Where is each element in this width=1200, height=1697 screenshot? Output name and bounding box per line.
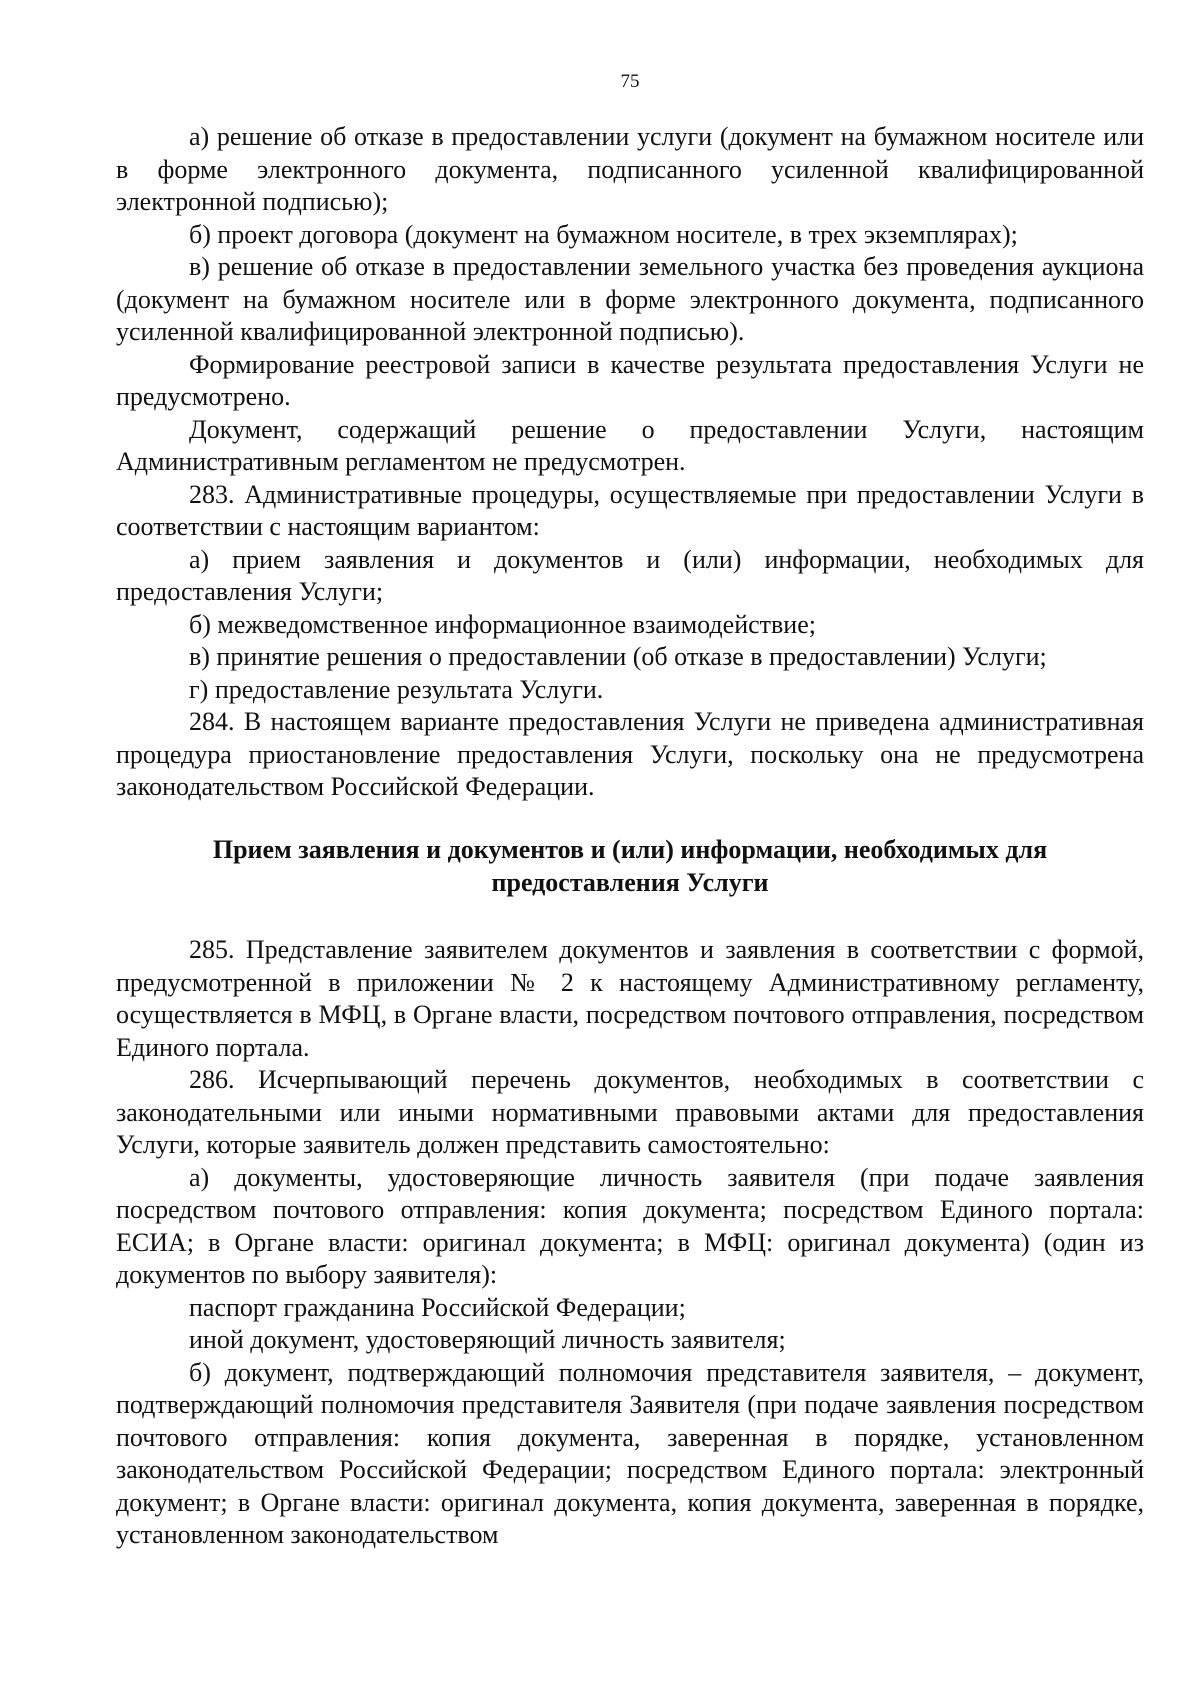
paragraph-283-c: в) принятие решения о предоставлении (об отказе в предоставлении) Услуги; — [189, 642, 1047, 671]
paragraph-283-d: г) предоставление результата Услуги. — [189, 674, 604, 704]
paragraph-other-id: иной документ, удостоверяющий личность заявителя; — [189, 1325, 786, 1354]
section-heading — [116, 834, 1144, 899]
paragraph-286-b: б) документ, подтверждающий полномочия представителя заявителя, – документ, подтверждающий полномочия представителя Заявителя (при подаче заявления посредством почтового отправления: копия документа, заверенная в порядке, установленном законодательством Российской Федерации; посредством Единого портала: электронный документ; в Органе власти: оригинал документа, копия документа, заверенная в порядке, установленном законодательством — [116, 1357, 1144, 1549]
paragraph-286-a: а) документы, удостоверяющие личность заявителя (при подаче заявления посредством почтового отправления: копия документа; посредством Единого портала: ЕСИА; в Органе власти: оригинал документа; в МФЦ: оригинал документа) (один из документов по выбору заявителя): — [116, 1162, 1144, 1289]
paragraph-286: 286. Исчерпывающий перечень документов, необходимых в соответствии с законодательными или иными нормативными правовыми актами для предоставления Услуги, которые заявитель должен представить самостоятельно: — [116, 1065, 1144, 1159]
section-heading-line-1: Прием заявления и документов и (или) информации, необходимых для — [212, 835, 1048, 864]
paragraph-refusal-decision: а) решение об отказе в предоставлении услуги (документ на бумажном носителе или в форме электронного документа, подписанного усиленной квалифицированной электронной подписью); — [116, 122, 1144, 216]
paragraph-land-refusal: в) решение об отказе в предоставлении земельного участка без проведения аукциона (документ на бумажном носителе или в форме электронного документа, подписанного усиленной квалифицированной электронной подписью). — [116, 252, 1144, 346]
paragraph-283-a: а) прием заявления и документов и (или) информации, необходимых для предоставления Услуги; — [116, 544, 1144, 606]
body-text-after-heading — [116, 934, 1144, 1552]
paragraph-passport: паспорт гражданина Российской Федерации; — [189, 1292, 686, 1322]
paragraph-draft-contract: б) проект договора (документ на бумажном носителе, в трех экземплярах); — [189, 219, 1018, 249]
paragraph-decision-document: Документ, содержащий решение о предоставлении Услуги, настоящим Административным регламентом не предусмотрен. — [116, 414, 1144, 476]
paragraph-283: 283. Административные процедуры, осуществляемые при предоставлении Услуги в соответствии с настоящим вариантом: — [116, 479, 1144, 541]
body-text-before-heading — [116, 121, 1144, 804]
paragraph-registry-record: Формирование реестровой записи в качестве результата предоставления Услуги не предусмотрено. — [116, 349, 1144, 411]
page-number: 75 — [620, 71, 640, 92]
paragraph-285: 285. Представление заявителем документов и заявления в соответствии с формой, предусмотренной в приложении № 2 к настоящему Административному регламенту, осуществляется в МФЦ, в Органе власти, посредством почтового отправления, посредством Единого портала. — [116, 935, 1144, 1062]
section-heading-line-2: предоставления Услуги — [491, 867, 769, 897]
paragraph-283-b: б) межведомственное информационное взаимодействие; — [189, 609, 816, 639]
paragraph-284: 284. В настоящем варианте предоставления Услуги не приведена административная процедура приостановление предоставления Услуги, поскольку она не предусмотрена законодательством Российской Федерации. — [116, 707, 1144, 801]
